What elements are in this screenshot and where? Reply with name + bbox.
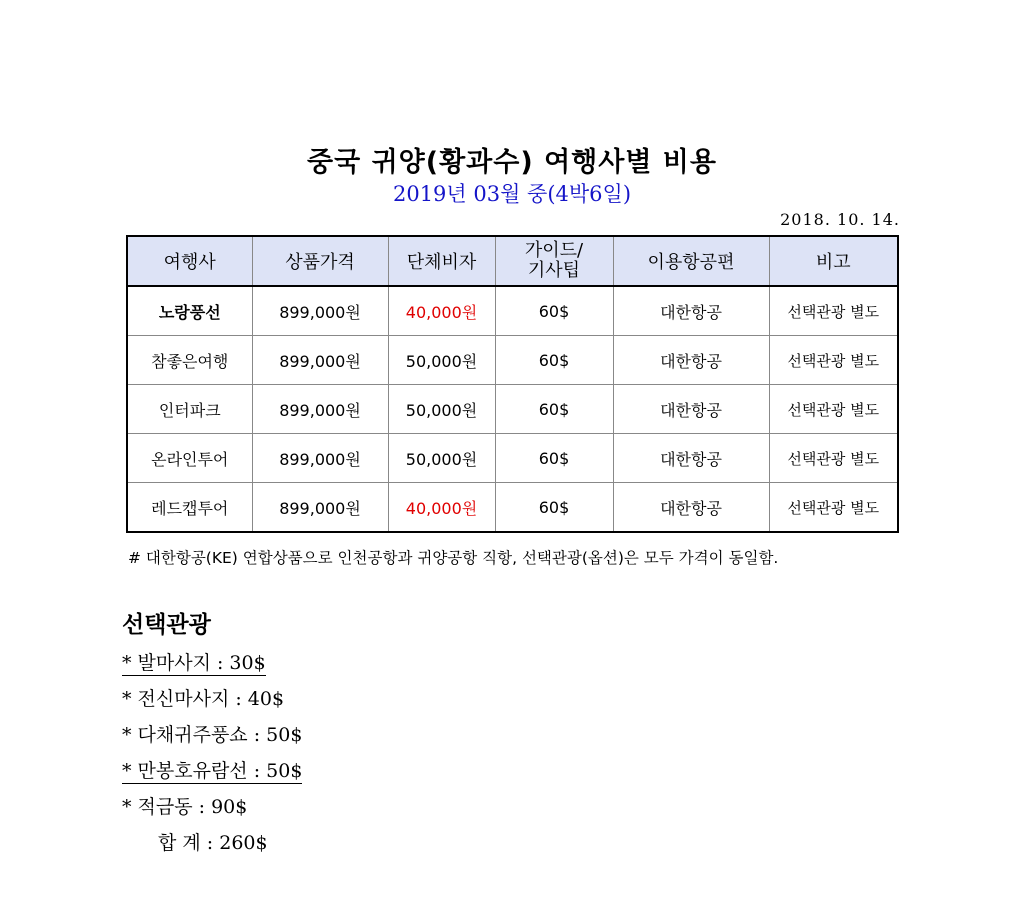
- option-item-text: * 적금동 : 90$: [122, 796, 248, 818]
- cell-airline: 대한항공: [613, 385, 769, 434]
- option-item: [122, 720, 302, 747]
- option-item-text: * 전신마사지 : 40$: [122, 688, 285, 710]
- cell-note: 선택관광 별도: [769, 385, 898, 434]
- header-visa: 단체비자: [388, 236, 495, 286]
- option-item: [122, 684, 284, 711]
- table-row: [127, 286, 898, 336]
- header-airline: 이용항공편: [613, 236, 769, 286]
- table-row: [127, 483, 898, 533]
- cell-note: 선택관광 별도: [769, 434, 898, 483]
- cell-agency: 인터파크: [127, 385, 252, 434]
- table-row: [127, 336, 898, 385]
- cell-price: 899,000원: [252, 286, 388, 336]
- table-row: [127, 434, 898, 483]
- option-item-text: * 만봉호유람선 : 50$: [122, 760, 303, 782]
- option-item: [122, 792, 247, 819]
- cell-airline: 대한항공: [613, 483, 769, 533]
- option-item: [122, 756, 302, 783]
- cell-agency: 참좋은여행: [127, 336, 252, 385]
- cell-visa: 50,000원: [388, 434, 495, 483]
- document-date: 2018. 10. 14.: [780, 210, 900, 229]
- options-total: 합 계 : 260$: [158, 832, 268, 854]
- option-item-text: * 다채귀주풍쇼 : 50$: [122, 724, 303, 746]
- cell-visa: 40,000원: [388, 483, 495, 533]
- options-heading: 선택관광: [122, 612, 211, 638]
- cell-airline: 대한항공: [613, 336, 769, 385]
- cell-tip: 60$: [495, 336, 613, 385]
- cost-table: [126, 235, 899, 533]
- document-subtitle: 2019년 03월 중(4박6일): [392, 182, 632, 206]
- document-title: 중국 귀양(황과수) 여행사별 비용: [307, 147, 717, 178]
- cell-airline: 대한항공: [613, 286, 769, 336]
- footnote: # 대한항공(KE) 연합상품으로 인천공항과 귀양공항 직항, 선택관광(옵션)은 모두 가격이 동일함.: [128, 549, 779, 567]
- cell-agency: 온라인투어: [127, 434, 252, 483]
- cell-price: 899,000원: [252, 336, 388, 385]
- cell-note: 선택관광 별도: [769, 483, 898, 533]
- cell-visa: 50,000원: [388, 336, 495, 385]
- cell-visa: 40,000원: [388, 286, 495, 336]
- header-note: 비고: [769, 236, 898, 286]
- header-price: 상품가격: [252, 236, 388, 286]
- cell-note: 선택관광 별도: [769, 286, 898, 336]
- header-tip-line2: 기사팁: [527, 260, 581, 281]
- cell-airline: 대한항공: [613, 434, 769, 483]
- cell-agency: 레드캡투어: [127, 483, 252, 533]
- cell-visa: 50,000원: [388, 385, 495, 434]
- table-header-row: [127, 236, 898, 286]
- option-item-text: * 발마사지 : 30$: [122, 652, 266, 674]
- cell-tip: 60$: [495, 483, 613, 533]
- header-tip-line1: 가이드/: [524, 240, 584, 261]
- header-agency: 여행사: [127, 236, 252, 286]
- table-row: [127, 385, 898, 434]
- cell-tip: 60$: [495, 286, 613, 336]
- cell-tip: 60$: [495, 434, 613, 483]
- cell-price: 899,000원: [252, 385, 388, 434]
- header-tip: [495, 236, 613, 286]
- cell-price: 899,000원: [252, 434, 388, 483]
- cell-agency: 노랑풍선: [127, 286, 252, 336]
- cell-price: 899,000원: [252, 483, 388, 533]
- cell-tip: 60$: [495, 385, 613, 434]
- option-item: [122, 648, 266, 675]
- cell-note: 선택관광 별도: [769, 336, 898, 385]
